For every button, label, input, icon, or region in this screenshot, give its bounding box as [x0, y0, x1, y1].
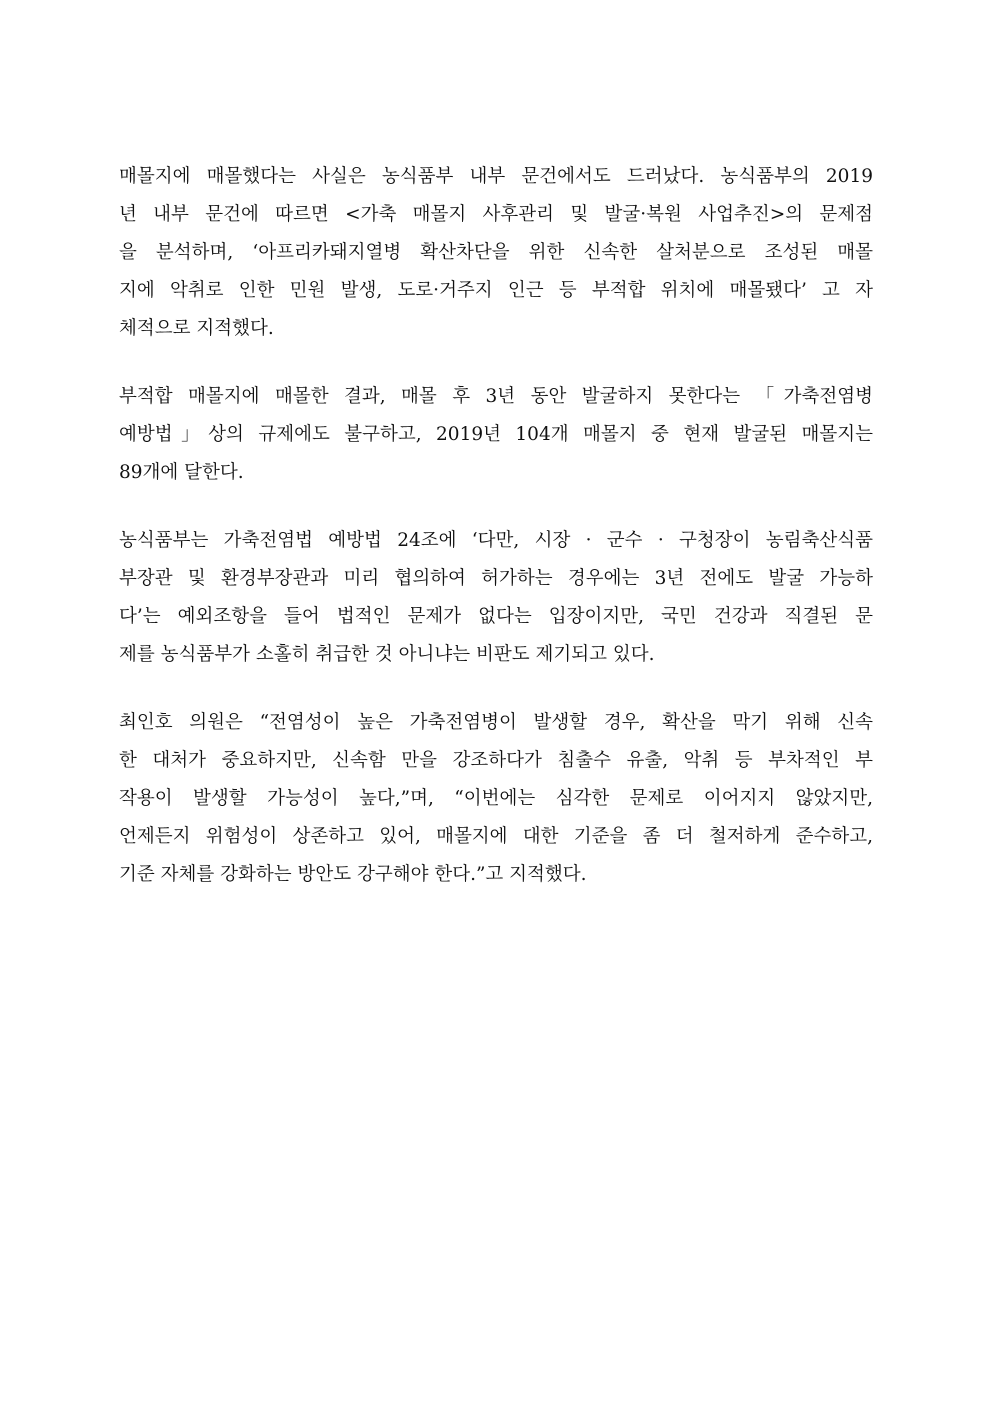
text-line: 최인호 의원은 “전염성이 높은 가축전염병이 발생할 경우, 확산을 막기 위해 신속	[119, 712, 873, 733]
text-line: 기준 자체를 강화하는 방안도 강구해야 한다.”고 지적했다.	[119, 864, 587, 885]
paragraph-exception-clause	[119, 522, 873, 674]
paragraph-lawmaker-quote	[119, 704, 873, 894]
text-line: 지에 악취로 인한 민원 발생, 도로·거주지 인근 등 부적합 위치에 매몰됐다’ 고 자	[119, 280, 873, 301]
text-line: 한 대처가 중요하지만, 신속함 만을 강조하다가 침출수 유출, 악취 등 부차적인 부	[119, 750, 873, 771]
text-line: 매몰지에 매몰했다는 사실은 농식품부 내부 문건에서도 드러났다. 농식품부의 2019	[119, 166, 873, 187]
text-line: 부장관 및 환경부장관과 미리 협의하여 허가하는 경우에는 3년 전에도 발굴 가능하	[119, 568, 873, 589]
text-line: 다’는 예외조항을 들어 법적인 문제가 없다는 입장이지만, 국민 건강과 직결된 문	[119, 606, 873, 627]
text-line: 예방법」상의 규제에도 불구하고, 2019년 104개 매몰지 중 현재 발굴된 매몰지는	[119, 424, 873, 445]
text-line: 작용이 발생할 가능성이 높다,”며, “이번에는 심각한 문제로 이어지지 않았지만,	[119, 788, 873, 809]
article-body	[119, 158, 873, 924]
text-line: 제를 농식품부가 소홀히 취급한 것 아니냐는 비판도 제기되고 있다.	[119, 644, 655, 665]
text-line: 을 분석하며, ‘아프리카돼지열병 확산차단을 위한 신속한 살처분으로 조성된 매몰	[119, 242, 873, 263]
text-line: 부적합 매몰지에 매몰한 결과, 매몰 후 3년 동안 발굴하지 못한다는 「가축전염병	[119, 386, 873, 407]
text-line: 언제든지 위험성이 상존하고 있어, 매몰지에 대한 기준을 좀 더 철저하게 준수하고,	[119, 826, 873, 847]
text-line: 년 내부 문건에 따르면 <가축 매몰지 사후관리 및 발굴·복원 사업추진>의 문제점	[119, 204, 873, 225]
text-line: 89개에 달한다.	[119, 462, 244, 483]
paragraph-internal-document	[119, 158, 873, 348]
text-line: 체적으로 지적했다.	[119, 318, 274, 339]
text-line: 농식품부는 가축전염법 예방법 24조에 ‘다만, 시장 · 군수 · 구청장이 농림축산식품	[119, 530, 873, 551]
paragraph-excavation-result	[119, 378, 873, 492]
